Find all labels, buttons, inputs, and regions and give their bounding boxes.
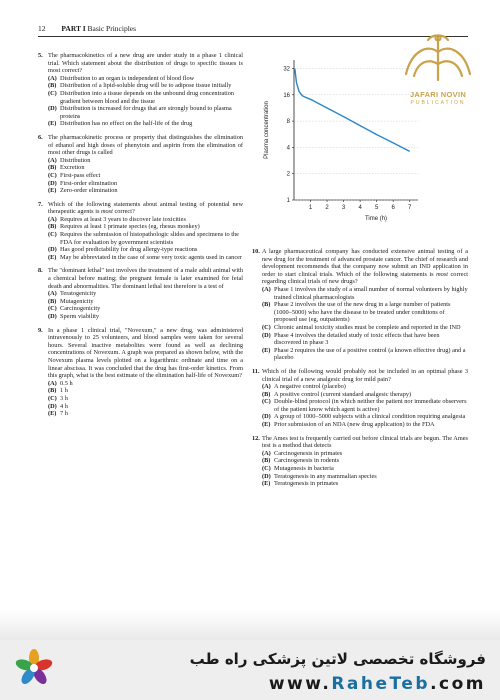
stem-part: be included in an optimal phase 3 clinical trial of a new analgesic drug for mild pain? <box>262 367 468 383</box>
url-suffix: .com <box>430 674 486 694</box>
option <box>48 82 243 90</box>
stem-part: A large pharmaceutical company has conducted extensive animal testing of a new drug for the treatment of advanced prostate cancer. The chief of research and development recommends that the company now submit an IND application in order to start clinical trials. Which of the following statements is <box>262 248 468 278</box>
store-name: فروشگاه تخصصی لاتین پزشکی راه طب <box>189 650 486 668</box>
option-label: (D) <box>48 105 57 113</box>
option-text: 0.5 h <box>60 379 73 387</box>
option <box>262 391 468 399</box>
question-number: 9. <box>38 326 43 334</box>
section-title: Basic Principles <box>87 24 137 33</box>
option <box>48 410 243 418</box>
option-text: Requires at least 3 years to discover late toxicities <box>60 215 186 223</box>
option-text: Phase 1 involves the study of a small number of normal volunteers by highly trained clinical pharmacologists <box>274 285 468 301</box>
option <box>262 383 468 391</box>
option-label: (A) <box>48 215 57 223</box>
option-text: First-pass effect <box>60 171 101 179</box>
question-5 <box>38 52 243 128</box>
x-tick-label: 5 <box>374 205 379 211</box>
option-text: Teratogenesis in any mammalian species <box>274 472 377 480</box>
option-text: 1 h <box>60 387 68 395</box>
option-label: (B) <box>262 457 271 465</box>
question-7 <box>38 201 243 262</box>
option-text: Teratogenesis in primates <box>274 480 339 488</box>
question-10 <box>252 248 468 362</box>
option-text: 3 h <box>60 394 68 402</box>
question-stem: The "dominant lethal" test involves the treatment of a male adult animal with a chemical before mating; the pregnant female is later examined for fetal death and abnormalities. The dominant lethal test therefore is a test of <box>48 267 243 290</box>
question-11 <box>252 368 468 429</box>
option <box>262 301 468 324</box>
option <box>48 120 243 128</box>
option <box>48 395 243 403</box>
option-text: First-order elimination <box>60 179 118 187</box>
option <box>48 305 243 313</box>
page-number: 12 <box>38 24 46 33</box>
option-text: Requires the submission of histopathologic slides and specimens to the FDA for evaluation by government scientists <box>60 231 239 246</box>
stem-emphasis: most <box>100 208 113 216</box>
option <box>48 216 243 224</box>
option <box>262 450 468 458</box>
option-label: (C) <box>48 394 57 402</box>
option-label: (E) <box>48 253 57 261</box>
option <box>48 231 243 246</box>
question-number: 10. <box>252 248 260 255</box>
question-stem <box>262 248 468 286</box>
y-tick-label: 32 <box>283 66 290 73</box>
option-label: (E) <box>48 187 57 195</box>
option-text: Prior submission of an NDA (new drug application) to the FDA <box>274 421 435 429</box>
x-tick-label: 2 <box>325 205 329 211</box>
option <box>48 246 243 254</box>
question-8 <box>38 267 243 320</box>
option <box>48 387 243 395</box>
option <box>48 290 243 298</box>
question-number: 6. <box>38 133 43 141</box>
option-label: (B) <box>48 297 57 305</box>
y-tick-label: 8 <box>286 119 290 126</box>
x-tick-label: 1 <box>308 205 313 211</box>
series-line <box>295 69 410 152</box>
option-label: (C) <box>48 89 57 97</box>
option <box>262 473 468 481</box>
left-column <box>38 52 243 424</box>
option-label: (B) <box>262 301 271 309</box>
option <box>48 380 243 388</box>
option-text: Distribution to an organ is independent of blood flow <box>60 74 195 82</box>
x-tick-label: 6 <box>391 205 395 211</box>
question-stem <box>262 368 468 383</box>
question-stem: The pharmacokinetic process or property that distinguishes the elimination of ethanol and high doses of phenytoin and aspirin from the elimination of most other drugs is called <box>48 133 243 157</box>
option-label: (E) <box>48 410 57 418</box>
option-label: (A) <box>48 74 57 82</box>
question-number: 11. <box>252 367 260 375</box>
option-label: (B) <box>262 390 271 398</box>
option <box>48 180 243 188</box>
option <box>48 90 243 105</box>
option-text: Distribution into a tissue depends on the unbound drug concentration gradient between blood and the tissue <box>60 89 235 105</box>
option-text: 7 h <box>60 410 68 418</box>
option <box>262 457 468 465</box>
option <box>48 223 243 231</box>
url-brand: RaheTeb <box>331 674 431 694</box>
option <box>48 164 243 172</box>
store-url[interactable] <box>269 674 486 694</box>
option <box>48 313 243 321</box>
plasma-concentration-chart <box>258 52 426 228</box>
stem-part: correct? <box>112 208 135 216</box>
option-label: (C) <box>262 398 271 406</box>
option-text: Has good predictability for drug allergy-type reactions <box>60 246 198 254</box>
option-label: (D) <box>262 413 271 421</box>
flower-logo-icon <box>14 648 54 688</box>
x-tick-label: 3 <box>341 205 346 211</box>
option <box>48 298 243 306</box>
option-label: (D) <box>262 331 271 339</box>
question-stem: In a phase 1 clinical trial, "Novexum," a new drug, was administered intravenously to 25 volunteers, and blood samples were taken for several hours. Several inactive metabolites were found as well as declining concentrations of Novexum. A graph was prepared as shown below, with the Novexum plasma levels plotted on a logarithmic ordinate and time on a linear abscissa. It was concluded that the drug has first-order kinetics. From this graph, what is the best estimate of the elimination half-life of Novexum? <box>48 326 243 380</box>
question-stem <box>48 201 243 216</box>
option-label: (C) <box>48 171 57 179</box>
option-label: (C) <box>48 305 57 313</box>
option <box>262 421 468 429</box>
option-label: (E) <box>262 421 271 429</box>
option-label: (B) <box>48 82 57 90</box>
option <box>48 403 243 411</box>
right-column <box>252 248 468 494</box>
option-label: (A) <box>262 449 271 457</box>
y-tick-label: 16 <box>283 92 290 99</box>
stem-emphasis: not <box>368 367 377 375</box>
option <box>48 254 243 262</box>
option-text: Distribution <box>60 156 91 164</box>
url-prefix: www. <box>268 674 332 694</box>
option-label: (A) <box>48 290 57 298</box>
option-label: (E) <box>262 480 271 488</box>
stem-part: correct regarding clinical trials of new drugs? <box>262 270 468 286</box>
option-label: (A) <box>262 383 271 391</box>
chart-svg <box>258 52 426 228</box>
option <box>262 480 468 488</box>
option-label: (B) <box>48 164 57 172</box>
option-text: Double-blind protocol (in which neither the patient nor immediate observers of the patient know which agent is active) <box>274 398 467 413</box>
option-text: Distribution of a lipid-soluble drug will be to adipose tissue initially <box>60 82 232 90</box>
option-label: (B) <box>48 387 57 395</box>
option-text: Carcinogenesis in rodents <box>274 457 340 465</box>
option-text: A group of 1000–5000 subjects with a clinical condition requiring analgesia <box>274 413 466 421</box>
y-tick-label: 4 <box>286 145 290 152</box>
question-number: 7. <box>38 200 43 208</box>
question-stem: The Ames test is frequently carried out before clinical trials are begun. The Ames test is a method that detects <box>262 434 468 450</box>
option-label: (D) <box>48 246 57 254</box>
option <box>48 75 243 83</box>
option-text: Teratogenicity <box>60 290 97 298</box>
option <box>48 157 243 165</box>
question-number: 12. <box>252 434 260 442</box>
option-text: Requires at least 1 primate species (eg, rhesus monkey) <box>60 223 200 231</box>
question-9 <box>38 327 243 418</box>
option-text: Zero-order elimination <box>60 187 118 195</box>
option-label: (D) <box>48 179 57 187</box>
stem-part: Which of the following would probably <box>262 367 369 375</box>
x-tick-label: 7 <box>408 205 412 211</box>
option-label: (A) <box>48 156 57 164</box>
option-text: Excretion <box>60 164 85 172</box>
option-text: Chronic animal toxicity studies must be complete and reported in the IND <box>274 323 461 331</box>
question-6 <box>38 134 243 195</box>
option-text: Phase 2 involves the use of the new drug in a large number of patients (1000–5000) who have the disease to be treated under conditions of proposed use (eg, outpatients) <box>274 301 451 324</box>
y-axis-label: Plasma concentration <box>264 101 270 159</box>
option-text: Phase 4 involves the detailed study of toxic effects that have been discovered in phase 3 <box>274 331 440 347</box>
option-text: A negative control (placebo) <box>274 383 346 391</box>
option <box>262 286 468 301</box>
option-text: Mutagenesis in bacteria <box>274 465 334 473</box>
option <box>262 332 468 347</box>
question-number: 8. <box>38 267 43 275</box>
option-label: (E) <box>48 120 57 128</box>
option <box>262 465 468 473</box>
y-tick-label: 2 <box>286 171 290 178</box>
option <box>262 324 468 332</box>
option-label: (E) <box>262 346 271 354</box>
option-label: (C) <box>262 465 271 473</box>
x-tick-label: 4 <box>358 205 362 211</box>
question-12 <box>252 435 468 488</box>
option <box>48 172 243 180</box>
option <box>262 347 468 362</box>
option-text: Carcinogenesis in primates <box>274 449 343 457</box>
option-label: (C) <box>262 323 271 331</box>
option-label: (A) <box>48 379 57 387</box>
option-label: (D) <box>48 313 57 320</box>
option <box>262 398 468 413</box>
stem-part: Which of the following statements about animal testing of potential new therapeutic agents is <box>48 200 243 216</box>
option-text: Distribution is increased for drugs that are strongly bound to plasma proteins <box>60 105 232 120</box>
option-text: Mutagenicity <box>60 297 94 305</box>
x-axis-label: Time (h) <box>364 216 388 222</box>
option-text: Distribution has no effect on the half-life of the drug <box>60 120 193 128</box>
option-label: (D) <box>48 402 57 410</box>
logo-brand: JAFARI NOVIN <box>409 90 467 99</box>
question-stem: The pharmacokinetics of a new drug are under study in a phase 1 clinical trial. Which statement about the distribution of drugs to specific tissues is most correct? <box>48 52 243 75</box>
footer-fade <box>0 610 500 642</box>
logo-sub: PUBLICATION <box>410 100 466 106</box>
option-text: A positive control (current standard analgesic therapy) <box>274 390 412 398</box>
option-text: May be abbreviated in the case of some very toxic agents used in cancer <box>60 253 243 261</box>
question-number: 5. <box>38 52 43 59</box>
option-text: Carcinogenicity <box>60 305 101 313</box>
option-label: (C) <box>48 231 57 239</box>
part-label: PART I <box>61 24 86 33</box>
stem-emphasis: most <box>436 270 449 278</box>
option <box>48 187 243 195</box>
option-text: Sperm viability <box>60 313 100 320</box>
option <box>48 105 243 120</box>
option-text: 4 h <box>60 402 68 410</box>
option-label: (A) <box>262 285 271 293</box>
option-label: (B) <box>48 223 57 231</box>
option <box>262 413 468 421</box>
footer-banner <box>0 640 500 700</box>
y-tick-label: 1 <box>286 198 290 204</box>
option-text: Phase 2 requires the use of a positive control (a known effective drug) and a placebo <box>274 346 466 362</box>
option-label: (D) <box>262 472 271 480</box>
